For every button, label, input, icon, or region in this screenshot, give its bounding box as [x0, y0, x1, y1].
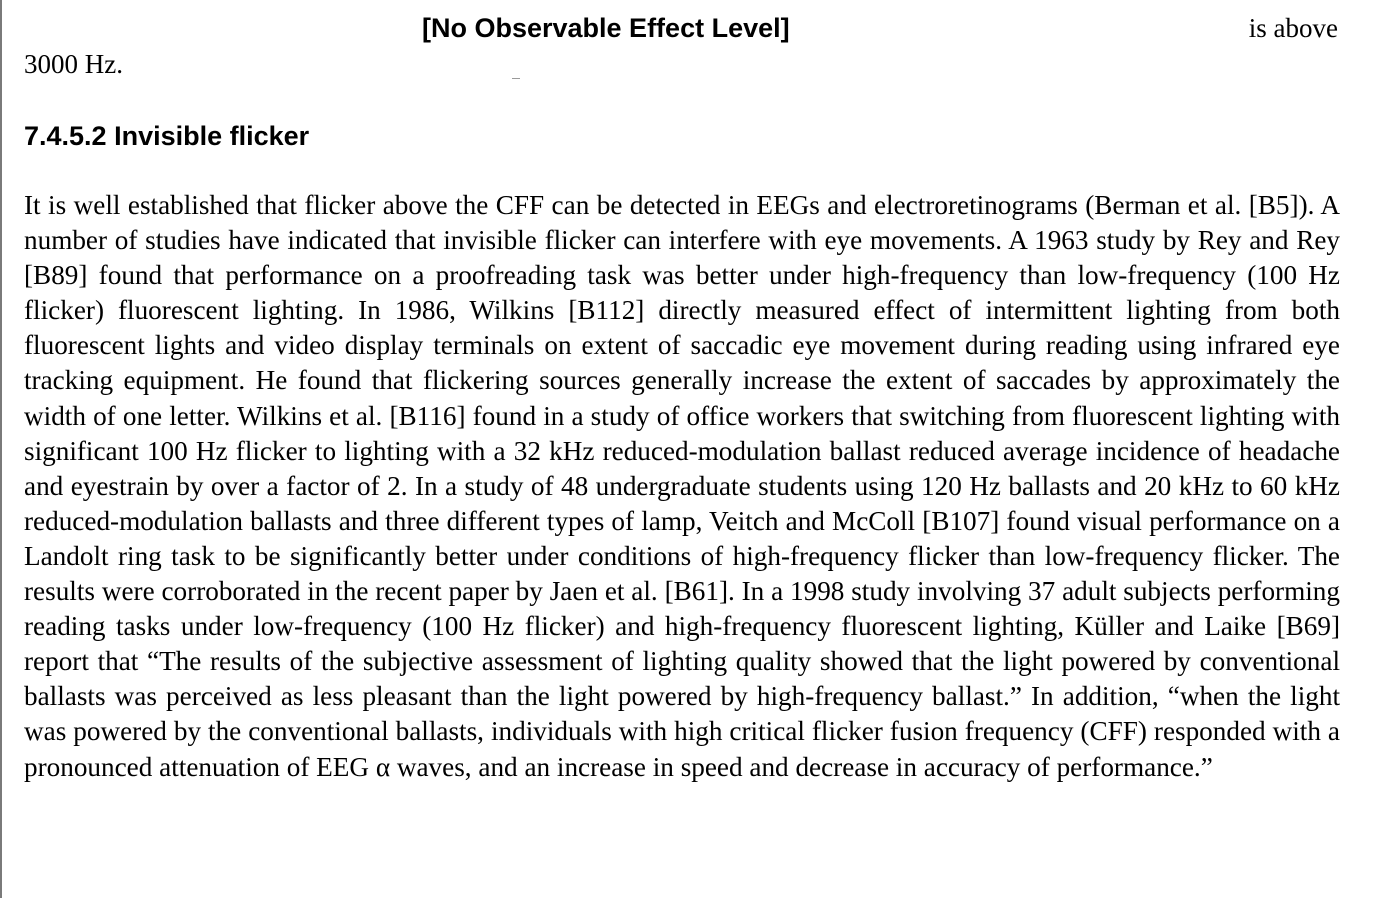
- top-text-line: [0, 8, 1376, 48]
- body-paragraph: It is well established that flicker above the CFF can be detected in EEGs and electroretinograms (Berman et al. [B5]). A number of studies have indicated that invisible flicker can interfere with eye movements. A 1963 study by Rey and Rey [B89] found that performance on a proofreading task was better under high-frequency than low-frequency (100 Hz flicker) fluorescent lighting. In 1986, Wilkins [B112] directly measured effect of intermittent lighting from both fluorescent lights and video display terminals on extent of saccadic eye movement during reading using infrared eye tracking equipment. He found that flickering sources generally increase the extent of saccades by approximately the width of one letter. Wilkins et al. [B116] found in a study of office workers that switching from fluorescent lighting with significant 100 Hz flicker to lighting with a 32 kHz reduced-modulation ballast reduced average incidence of headache and eyestrain by over a factor of 2. In a study of 48 undergraduate students using 120 Hz ballasts and 20 kHz to 60 kHz reduced-modulation ballasts and three different types of lamp, Veitch and McColl [B107] found visual performance on a Landolt ring task to be significantly better under conditions of high-frequency flicker than low-frequency flicker. The results were corroborated in the recent paper by Jaen et al. [B61]. In a 1998 study involving 37 adult subjects performing reading tasks under low-frequency (100 Hz flicker) and high-frequency fluorescent lighting, Küller and Laike [B69] report that “The results of the subjective assessment of lighting quality showed that the light powered by conventional ballasts was perceived as less pleasant than the light powered by high-frequency ballast.” In addition, “when the light was powered by the conventional ballasts, individuals with high critical flicker fusion frequency (CFF) responded with a pronounced attenuation of EEG α waves, and an increase in speed and decrease in accuracy of performance.”: [24, 190, 1340, 782]
- nol-heading: [No Observable Effect Level]: [422, 13, 790, 43]
- left-margin-rule: [0, 0, 2, 898]
- stray-mark: [512, 78, 520, 79]
- section-heading: 7.4.5.2 Invisible flicker: [24, 121, 310, 151]
- is-above-text: is above: [1248, 13, 1338, 43]
- frequency-text: 3000 Hz.: [24, 49, 123, 79]
